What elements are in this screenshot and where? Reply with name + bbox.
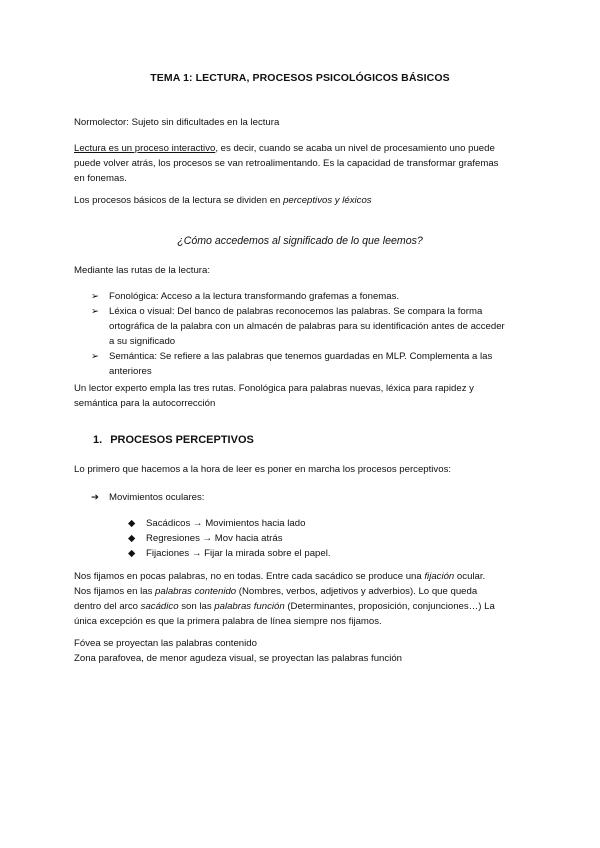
perceptivos-intro: Lo primero que hacemos a la hora de leer es poner en marcha los procesos perceptivos:: [74, 464, 452, 475]
lectura-underlined: Lectura es un proceso interactivo: [74, 143, 216, 154]
diamond-bullet-icon: ◆: [128, 548, 136, 559]
fij-text: (Determinantes, proposición, conjunciones…) La: [284, 601, 495, 612]
rutas-intro: Mediante las rutas de la lectura:: [74, 265, 210, 276]
fij-italic: fijación: [424, 571, 455, 582]
procesos-italic: perceptivos y léxicos: [283, 195, 372, 206]
fij-line-3: [74, 599, 544, 614]
procesos-intro: Los procesos básicos de la lectura se dividen en: [74, 195, 284, 206]
fij-line-2: [74, 584, 544, 599]
section-heading: [93, 434, 254, 446]
movimiento-sacadicos: Sacádicos → Movimientos hacia lado: [146, 518, 306, 529]
question-heading: ¿Cómo accedemos al significado de lo que leemos?: [177, 235, 423, 247]
lectura-line-2: puede volver atrás, los procesos se van retroalimentando. Es la capacidad de transformar grafemas: [74, 158, 499, 169]
diamond-bullet-icon: ◆: [128, 533, 136, 544]
section-title: PROCESOS PERCEPTIVOS: [110, 434, 254, 446]
movimiento-regresiones: Regresiones → Mov hacia atrás: [146, 533, 283, 544]
fij-text: (Nombres, verbos, adjetivos y adverbios). Lo que queda: [236, 586, 478, 597]
lectura-line-3: en fonemas.: [74, 173, 127, 184]
movimiento-fijaciones: Fijaciones → Fijar la mirada sobre el papel.: [146, 548, 331, 559]
fij-text: ocular.: [454, 571, 486, 582]
ruta-semantica-line: anteriores: [109, 366, 152, 377]
arrowhead-bullet-icon: ➢: [91, 351, 99, 362]
lectura-paragraph: [74, 141, 534, 186]
movimientos-list: [128, 516, 488, 561]
arrowhead-bullet-icon: ➢: [91, 291, 99, 302]
fovea-paragraph: [74, 636, 544, 666]
list-item: [128, 546, 488, 561]
fijaciones-paragraph: [74, 569, 544, 629]
rutas-list: [91, 289, 531, 379]
list-item: [91, 349, 531, 379]
ruta-fonologica: Fonológica: Acceso a la lectura transformando grafemas a fonemas.: [109, 291, 400, 302]
list-item: [128, 516, 488, 531]
fij-line-1: [74, 569, 544, 584]
fij-italic: palabras función: [214, 601, 285, 612]
fij-line-4: única excepción es que la primera palabra de línea siempre nos fijamos.: [74, 616, 382, 627]
section-number: 1.: [93, 434, 103, 446]
ruta-lexica-line: a su significado: [109, 336, 176, 347]
diamond-bullet-icon: ◆: [128, 518, 136, 529]
page-title: TEMA 1: LECTURA, PROCESOS PSICOLÓGICOS BÁSICOS: [150, 72, 450, 84]
lectura-rest: , es decir, cuando se acaba un nivel de procesamiento uno puede: [215, 143, 495, 154]
list-item: [91, 304, 531, 349]
lectura-line-1: [74, 141, 534, 156]
ruta-lexica-line: Léxica o visual: Del banco de palabras reconocemos las palabras. Se compara la forma: [109, 306, 483, 317]
movimientos-item: [91, 490, 204, 505]
fovea-line: Fóvea se proyectan las palabras contenido: [74, 638, 257, 649]
experto-line: semántica para la autocorrección: [74, 398, 216, 409]
normolector-definition: Normolector: Sujeto sin dificultades en la lectura: [74, 117, 280, 128]
list-item: [128, 531, 488, 546]
fij-italic: palabras contenido: [155, 586, 237, 597]
arrow-bullet-icon: ➔: [91, 492, 99, 503]
ruta-lexica-line: ortográfica de la palabra con un almacén de palabras para su identificación antes de acceder: [109, 321, 505, 332]
parafovea-line: Zona parafovea, de menor agudeza visual, se proyectan las palabras función: [74, 653, 402, 664]
movimientos-label: Movimientos oculares:: [109, 492, 205, 503]
fij-text: son las: [178, 601, 215, 612]
ruta-semantica-line: Semántica: Se refiere a las palabras que tenemos guardadas en MLP. Complementa a las: [109, 351, 493, 362]
arrowhead-bullet-icon: ➢: [91, 306, 99, 317]
experto-paragraph: [74, 381, 534, 411]
fij-italic: sacádico: [140, 601, 179, 612]
fij-text: Nos fijamos en pocas palabras, no en todas. Entre cada sacádico se produce una: [74, 571, 425, 582]
fij-text: Nos fijamos en las: [74, 586, 156, 597]
list-item: [91, 289, 531, 304]
fij-text: dentro del arco: [74, 601, 141, 612]
experto-line: Un lector experto empla las tres rutas. Fonológica para palabras nuevas, léxica para rapidez y: [74, 383, 474, 394]
procesos-basicos-line: [74, 193, 372, 208]
